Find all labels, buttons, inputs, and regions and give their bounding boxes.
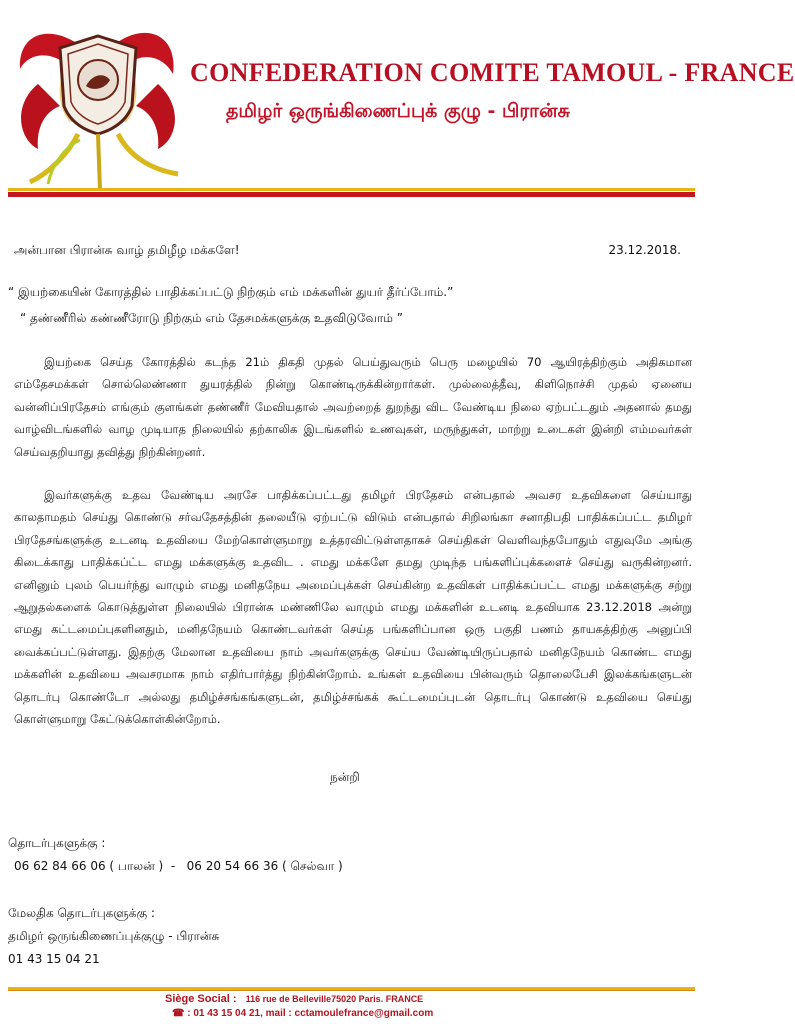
organization-name-ta: தமிழர் ஒருங்கிணைப்புக் குழு - பிரான்சு: [226, 100, 570, 122]
footer-address-line: [165, 993, 423, 1005]
header-divider-red: [8, 192, 695, 197]
slogan-quote-2: “ தண்ணீரில் கண்ணீரோடு நிற்கும் எம் தேசமக்களுக்கு உதவிடுவோம் ”: [20, 311, 403, 325]
paragraph-1: இயற்கை செய்த கோரத்தில் கடந்த 21ம் திகதி முதல் பெய்துவரும் பெரு மழையில் 70 ஆயிரத்திற்கும் அதிகமான எம்தேசமக்கள் சொல்லெண்ணா துயரத்தில் நின்று கொண்டிருக்கின்றார்கள். முல்லைத்தீவு, கிளிநொச்சி முதல் ஏனைய வன்னிப்பிரதேசம் எங்கும் குளங்கள் தண்ணீர் மேவியதால் அவற்றைத் துறந்து விட வேண்டிய நிலை ஏற்பட்டதும் அதனால் தமது வாழ்விடங்களில் வாழ முடியாத நிலையில் தற்காலிக இடங்களில் உணவுகள், மருந்துகள், மாற்று உடைகள் இன்றி எம்மவர்கள் செய்வதறியாது தவித்து நிற்கின்றனர்.: [14, 355, 692, 459]
header-divider-yellow: [8, 188, 695, 191]
letterhead: [0, 0, 795, 205]
contacts-heading: தொடர்புகளுக்கு :: [8, 836, 106, 850]
more-contacts-heading: மேலதிக தொடர்புகளுக்கு :: [8, 906, 155, 920]
closing-thanks: நன்றி: [330, 770, 360, 784]
gloriosa-lily-emblem-icon: [8, 14, 188, 194]
contacts-phone-line: 06 62 84 66 06 ( பாலன் ) - 06 20 54 66 36 ( செல்வா ): [14, 859, 343, 873]
more-contacts-phone: 01 43 15 04 21: [8, 952, 100, 966]
footer-siege-label: Siège Social :: [165, 993, 237, 1005]
organization-name-en: CONFEDERATION COMITE TAMOUL - FRANCE: [190, 58, 795, 87]
footer-contact-line: ☎ : 01 43 15 04 21, mail : cctamoulefrance@gmail.com: [172, 1008, 434, 1019]
footer-divider-thin: [8, 990, 695, 991]
more-contacts-org: தமிழர் ஒருங்கிணைப்புக்குழு - பிரான்சு: [8, 929, 220, 943]
letter-date: 23.12.2018.: [608, 243, 681, 257]
footer-address: 116 rue de Belleville75020 Paris. FRANCE: [245, 994, 424, 1004]
greeting: அன்பான பிரான்சு வாழ் தமிழீழ மக்களே!: [14, 243, 240, 257]
paragraph-2: இவர்களுக்கு உதவ வேண்டிய அரசே பாதிக்கப்பட்டது தமிழர் பிரதேசம் என்பதால் அவசர உதவிகளை செய்யாது காலதாமதம் செய்து கொண்டு சர்வதேசத்தின் தலையீடு ஏற்பட்டு விடும் என்பதால் சிறிலங்கா சனாதிபதி பாதிக்கப்பட்ட தமிழர் பிரதேசங்களுக்கு உடனடி உதவியை மேற்கொள்ளுமாறு உத்தரவிட்டுள்ளதாகச் செய்திகள் வெளிவந்தபோதும் எதுவுமே அங்கு கிடைக்காது பாதிக்கப்ட்ட எமது மக்களுக்கு உதவிட . எமது மக்களே தமது முடிந்த பங்களிப்புக்களைச் செய்து வருகின்றனர். எனினும் புலம் பெயர்ந்து வாழும் எமது மனிதநேய அமைப்புக்கள் செய்கின்ற உதவிகள் பாதிக்கப்பட்ட எமது மக்களுக்கு சற்று ஆறுதல்களைக் கொடுத்துள்ள நிலையில் பிரான்சு மண்ணிலே வாழும் எமது மக்களின் உடனடி உதவியாக 23.12.2018 அன்று எமது கட்டமைப்புகளினதும், மனிதநேயம் கொண்டவர்கள் செய்த பங்களிப்பான ஒரு பகுதி பணம் தாயகத்திற்கு அனுப்பி வைக்கப்பட்டுள்ளது. இதற்கு மேலான உதவியை நாம் அவர்களுக்கு செய்ய வேண்டியிருப்பதால் மனிதநேயம் கொண்ட எமது மக்களின் உதவியை அவசரமாக நாம் எதிர்பார்த்து நிற்கின்றோம். உங்கள் உதவியை பின்வரும் தொலைபேசி இலக்கங்களுடன் தொடர்பு கொண்டோ அல்லது தமிழ்ச்சங்கங்களுடன், தமிழ்ச்சங்கக் கூட்டமைப்புடன் தொடர்பு கொண்டு உதவியை செய்து கொள்ளுமாறு கேட்டுக்கொள்கின்றோம்.: [14, 488, 692, 727]
slogan-quote-1: “ இயற்கையின் கோரத்தில் பாதிக்கப்பட்டு நிற்கும் எம் மக்களின் துயர் தீர்ப்போம்.”: [8, 285, 454, 299]
